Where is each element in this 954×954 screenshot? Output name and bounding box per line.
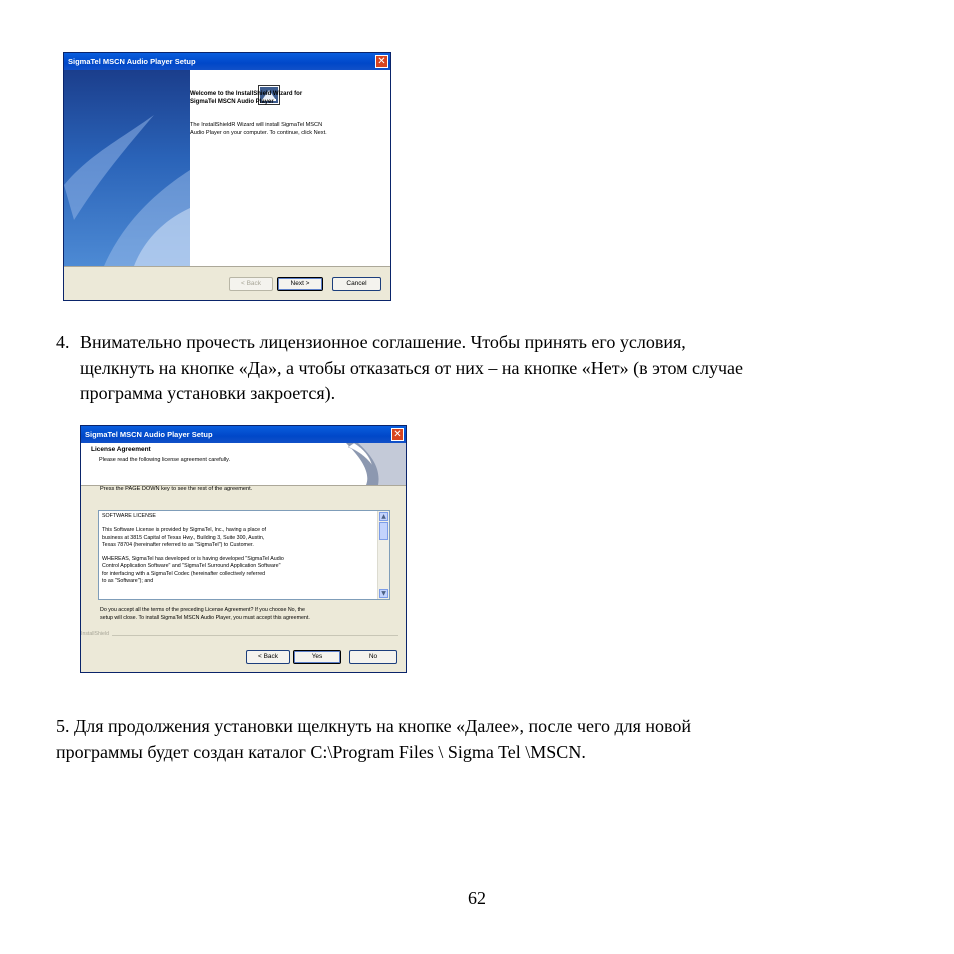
no-button[interactable]: No [349,650,397,664]
welcome-heading-line: Welcome to the InstallShield Wizard for [190,91,303,97]
accept-question-line: Do you accept all the terms of the preceding License Agreement? If you choose No, the [100,607,305,613]
license-header [81,443,406,486]
license-text [102,513,372,585]
swoosh-graphic [64,70,190,266]
step-4-line-1: Внимательно прочесть лицензионное соглашение. Чтобы принять его условия, [80,332,686,352]
license-text-line [102,549,372,556]
license-text-line [102,520,372,527]
license-dialog-title: SigmaTel MSCN Audio Player Setup [85,430,213,439]
welcome-dialog-screenshot [63,52,391,301]
page-curl-icon [336,443,406,485]
installshield-label: InstallShield [81,631,112,637]
license-text-line: WHEREAS, SigmaTel has developed or is having developed "SigmaTel Audio [102,556,284,563]
scroll-down-icon[interactable]: ▼ [379,589,388,598]
license-text-box[interactable] [98,510,390,600]
license-text-line: to as "Software"); and [102,577,154,584]
accept-question [100,606,396,622]
license-instruction: Press the PAGE DOWN key to see the rest of the agreement. [100,486,253,492]
close-icon[interactable]: ✕ [375,55,388,68]
back-button[interactable]: < Back [246,650,290,664]
license-scrollbar[interactable] [377,511,389,599]
welcome-heading-line: SigmaTel MSCN Audio Player [190,98,274,105]
license-dialog-titlebar [81,426,406,443]
license-text-line: SOFTWARE LICENSE [102,513,156,519]
license-text-line: Texas 78704 (hereinafter referred to as "SigmaTel") to Customer. [102,541,254,548]
license-dialog-screenshot [80,425,407,673]
next-button[interactable]: Next > [277,277,323,291]
license-text-line: for interfacing with a SigmaTel Codec (hereinafter collectively referred [102,570,266,577]
step-5-line-1: 5. Для продолжения установки щелкнуть на кнопке «Далее», после чего для новой [56,716,692,736]
license-text-line: business at 3815 Capital of Texas Hwy., Building 3, Suite 300, Austin, [102,534,265,541]
license-header-subtitle: Please read the following license agreement carefully. [99,457,231,463]
welcome-description-line: The InstallShieldR Wizard will install SigmaTel MSCN [190,122,323,128]
step-4-line-3: программа установки закроется). [80,383,336,403]
page-number: 62 [468,888,486,908]
welcome-dialog-title: SigmaTel MSCN Audio Player Setup [68,57,196,66]
scroll-thumb[interactable] [379,522,388,540]
step-4-line-2: щелкнуть на кнопке «Да», а чтобы отказаться от них – на кнопке «Нет» (в этом случае [80,358,744,378]
step-4-number: 4. [56,332,70,352]
welcome-description [190,122,375,137]
close-icon[interactable]: ✕ [391,428,404,441]
step-5-line-2: программы будет создан каталог C:\Program Files \ Sigma Tel \MSCN. [56,742,586,762]
welcome-button-bar [64,266,390,300]
wizard-side-graphic [64,70,190,266]
accept-question-line: setup will close. To install SigmaTel MSCN Audio Player, you must accept this agreement. [100,615,310,621]
installshield-divider [81,635,398,636]
welcome-description-line: Audio Player on your computer. To continue, click Next. [190,129,327,136]
license-header-title: License Agreement [91,446,151,453]
welcome-heading [190,91,380,106]
license-text-line: This Software License is provided by SigmaTel, Inc., having a place of [102,527,266,534]
license-text-line: Control Application Software" and "SigmaTel Surround Application Software" [102,563,281,570]
scroll-up-icon[interactable]: ▲ [379,512,388,521]
cancel-button[interactable]: Cancel [332,277,381,291]
welcome-dialog-titlebar [64,53,390,70]
yes-button[interactable]: Yes [293,650,341,664]
back-button[interactable]: < Back [229,277,273,291]
